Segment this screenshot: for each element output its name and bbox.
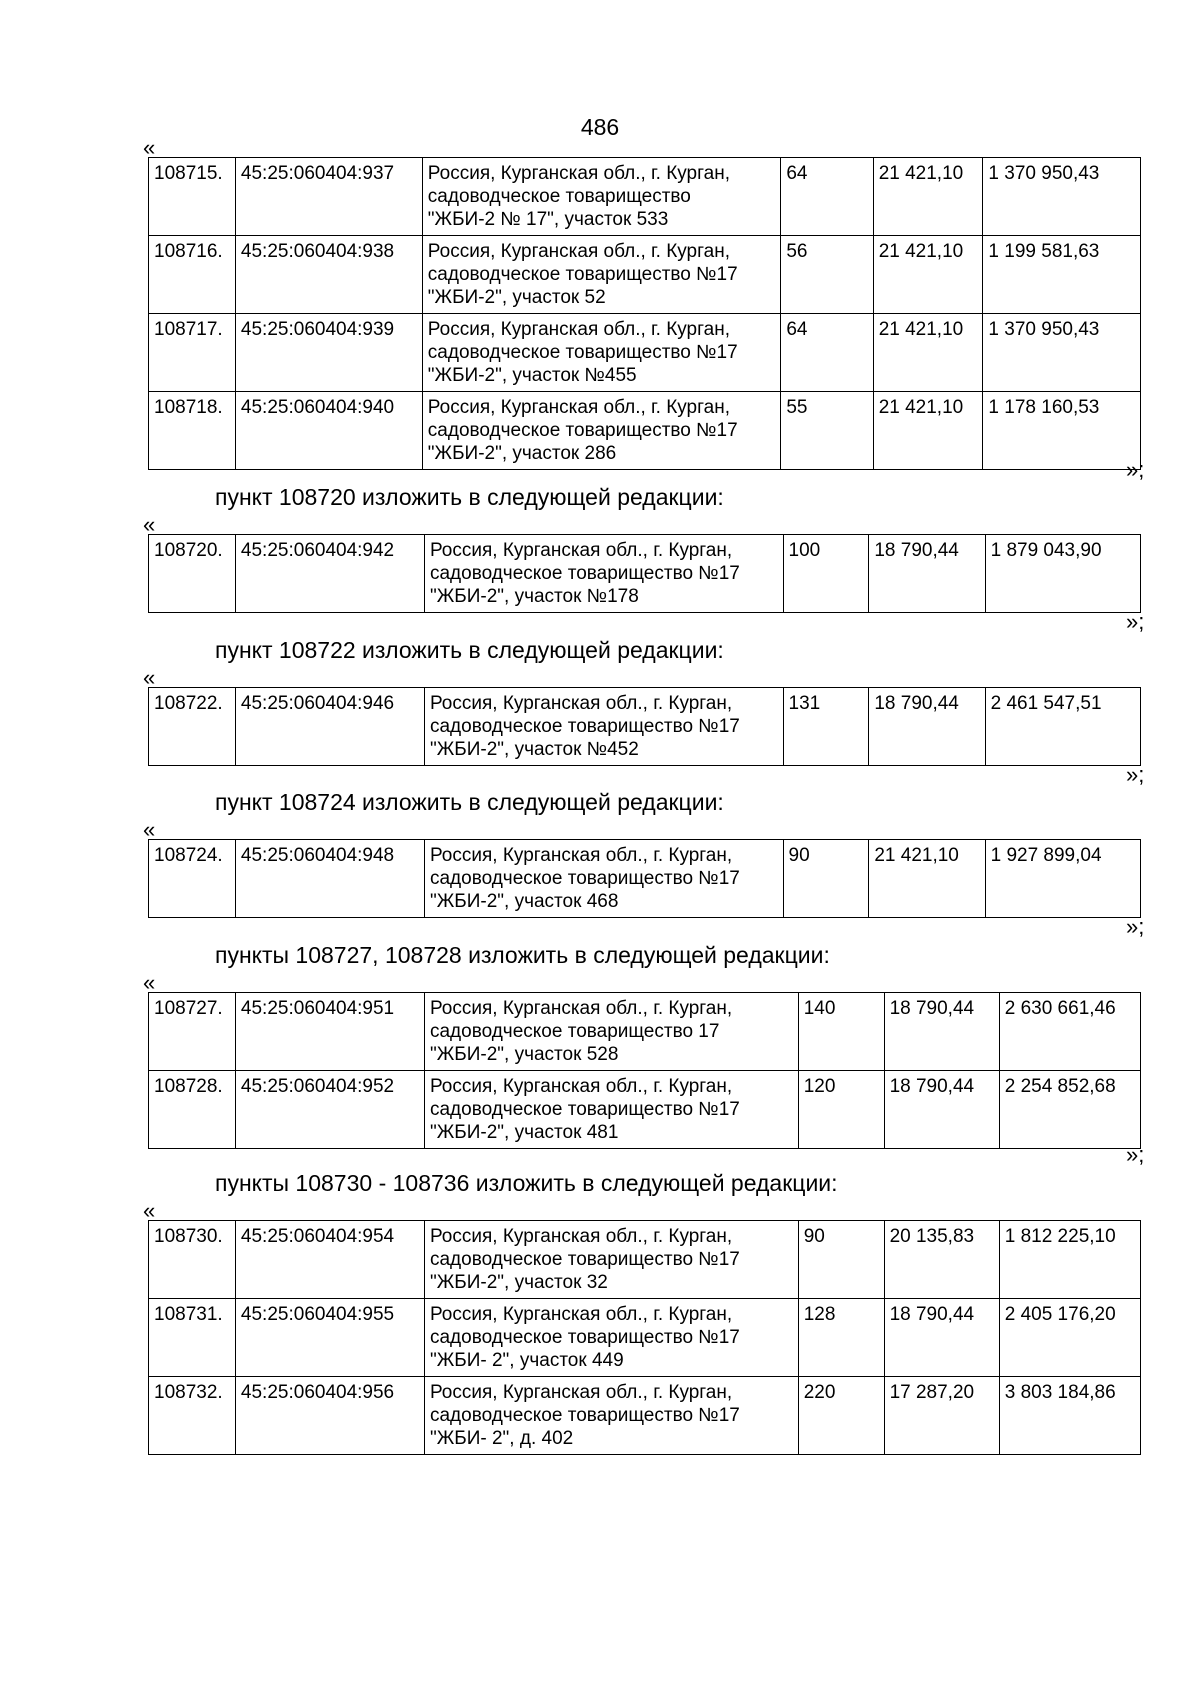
cadastral-number-cell: 45:25:060404:939 <box>235 314 422 392</box>
price-cell: 20 135,83 <box>884 1221 999 1299</box>
cadastral-number-cell: 45:25:060404:940 <box>235 392 422 470</box>
close-quote: »; <box>1126 457 1145 482</box>
address-cell <box>424 1221 798 1299</box>
address-cell <box>424 1071 798 1149</box>
address-line: садоводческое товарищество №17 <box>429 716 740 737</box>
row-number-cell: 108724. <box>149 840 236 918</box>
address-line: Россия, Курганская обл., г. Курган, <box>429 540 733 561</box>
open-quote: « <box>143 970 156 995</box>
price-cell: 18 790,44 <box>869 535 985 613</box>
price-cell: 18 790,44 <box>884 1299 999 1377</box>
address-cell <box>424 840 783 918</box>
close-quote: »; <box>1126 914 1145 939</box>
row-number-cell: 108716. <box>149 236 236 314</box>
open-quote: « <box>143 512 156 537</box>
price-cell: 21 421,10 <box>869 840 985 918</box>
area-cell: 64 <box>781 314 873 392</box>
section-heading: пункт 108722 изложить в следующей редакции: <box>215 637 724 663</box>
address-line: садоводческое товарищество №17 <box>429 868 740 889</box>
address-line: "ЖБИ-2", участок 481 <box>429 1122 619 1143</box>
address-line: Россия, Курганская обл., г. Курган, <box>429 998 733 1019</box>
price-cell: 21 421,10 <box>873 236 983 314</box>
total-cell: 1 879 043,90 <box>985 535 1140 613</box>
address-cell <box>422 314 781 392</box>
total-cell: 2 254 852,68 <box>999 1071 1140 1149</box>
address-cell <box>424 535 783 613</box>
address-cell <box>422 236 781 314</box>
area-cell: 90 <box>798 1221 884 1299</box>
row-number-cell: 108727. <box>149 993 236 1071</box>
page-number: 486 <box>580 114 620 140</box>
address-line: садоводческое товарищество №17 <box>427 342 738 363</box>
row-number-cell: 108717. <box>149 314 236 392</box>
cadastral-number-cell: 45:25:060404:955 <box>235 1299 424 1377</box>
section-heading: пункты 108727, 108728 изложить в следующей редакции: <box>215 942 830 968</box>
open-quote: « <box>143 135 156 160</box>
area-cell: 90 <box>783 840 869 918</box>
address-line: "ЖБИ-2", участок №178 <box>429 586 639 607</box>
row-number-cell: 108718. <box>149 392 236 470</box>
area-cell: 56 <box>781 236 873 314</box>
address-line: садоводческое товарищество 17 <box>429 1021 720 1042</box>
address-cell <box>424 688 783 766</box>
total-cell: 1 199 581,63 <box>983 236 1141 314</box>
address-line: "ЖБИ-2 № 17", участок 533 <box>427 209 669 230</box>
land-table <box>148 534 1141 613</box>
area-cell: 128 <box>798 1299 884 1377</box>
price-cell: 18 790,44 <box>869 688 985 766</box>
cadastral-number-cell: 45:25:060404:951 <box>235 993 424 1071</box>
table-row <box>149 535 1141 613</box>
cadastral-number-cell: 45:25:060404:948 <box>235 840 424 918</box>
table-row <box>149 840 1141 918</box>
row-number-cell: 108732. <box>149 1377 236 1455</box>
table-row <box>149 993 1141 1071</box>
address-line: "ЖБИ-2", участок 32 <box>429 1272 608 1293</box>
area-cell: 55 <box>781 392 873 470</box>
address-line: садоводческое товарищество №17 <box>429 1099 740 1120</box>
address-line: Россия, Курганская обл., г. Курган, <box>427 163 730 184</box>
address-line: Россия, Курганская обл., г. Курган, <box>427 397 730 418</box>
land-table <box>148 839 1141 918</box>
area-cell: 64 <box>781 158 873 236</box>
address-line: "ЖБИ-2", участок 286 <box>427 443 617 464</box>
cadastral-number-cell: 45:25:060404:946 <box>235 688 424 766</box>
address-line: садоводческое товарищество №17 <box>429 1405 740 1426</box>
address-cell <box>424 1377 798 1455</box>
address-line: садоводческое товарищество №17 <box>429 1249 740 1270</box>
table-row <box>149 688 1141 766</box>
address-line: Россия, Курганская обл., г. Курган, <box>427 319 730 340</box>
total-cell: 1 370 950,43 <box>983 158 1141 236</box>
land-table <box>148 992 1141 1149</box>
price-cell: 21 421,10 <box>873 314 983 392</box>
address-line: "ЖБИ-2", участок №455 <box>427 365 637 386</box>
address-line: садоводческое товарищество №17 <box>427 420 738 441</box>
row-number-cell: 108731. <box>149 1299 236 1377</box>
close-quote: »; <box>1126 1142 1145 1167</box>
row-number-cell: 108715. <box>149 158 236 236</box>
section-heading: пункты 108730 - 108736 изложить в следующей редакции: <box>215 1170 838 1196</box>
address-cell <box>422 158 781 236</box>
cadastral-number-cell: 45:25:060404:952 <box>235 1071 424 1149</box>
address-line: Россия, Курганская обл., г. Курган, <box>429 693 733 714</box>
address-line: "ЖБИ-2", участок 52 <box>427 287 606 308</box>
table-row <box>149 158 1141 236</box>
area-cell: 100 <box>783 535 869 613</box>
price-cell: 21 421,10 <box>873 392 983 470</box>
open-quote: « <box>143 665 156 690</box>
total-cell: 2 461 547,51 <box>985 688 1140 766</box>
address-line: садоводческое товарищество №17 <box>429 563 740 584</box>
row-number-cell: 108728. <box>149 1071 236 1149</box>
land-table <box>148 1220 1141 1455</box>
total-cell: 1 812 225,10 <box>999 1221 1140 1299</box>
address-line: Россия, Курганская обл., г. Курган, <box>429 1304 733 1325</box>
cadastral-number-cell: 45:25:060404:937 <box>235 158 422 236</box>
total-cell: 1 927 899,04 <box>985 840 1140 918</box>
table-row <box>149 1377 1141 1455</box>
area-cell: 140 <box>798 993 884 1071</box>
area-cell: 120 <box>798 1071 884 1149</box>
table-row <box>149 1299 1141 1377</box>
total-cell: 1 178 160,53 <box>983 392 1141 470</box>
address-line: Россия, Курганская обл., г. Курган, <box>429 1226 733 1247</box>
price-cell: 18 790,44 <box>884 993 999 1071</box>
address-cell <box>422 392 781 470</box>
table-row <box>149 1071 1141 1149</box>
total-cell: 2 405 176,20 <box>999 1299 1140 1377</box>
address-line: "ЖБИ-2", участок 468 <box>429 891 619 912</box>
address-cell <box>424 1299 798 1377</box>
address-cell <box>424 993 798 1071</box>
cadastral-number-cell: 45:25:060404:954 <box>235 1221 424 1299</box>
land-table <box>148 157 1141 470</box>
address-line: "ЖБИ-2", участок 528 <box>429 1044 619 1065</box>
open-quote: « <box>143 817 156 842</box>
section-heading: пункт 108720 изложить в следующей редакции: <box>215 484 724 510</box>
address-line: садоводческое товарищество №17 <box>427 264 738 285</box>
total-cell: 2 630 661,46 <box>999 993 1140 1071</box>
section-heading: пункт 108724 изложить в следующей редакции: <box>215 789 724 815</box>
open-quote: « <box>143 1198 156 1223</box>
address-line: "ЖБИ- 2", д. 402 <box>429 1428 574 1449</box>
address-line: "ЖБИ-2", участок №452 <box>429 739 639 760</box>
cadastral-number-cell: 45:25:060404:938 <box>235 236 422 314</box>
row-number-cell: 108720. <box>149 535 236 613</box>
address-line: Россия, Курганская обл., г. Курган, <box>429 1382 733 1403</box>
address-line: "ЖБИ- 2", участок 449 <box>429 1350 624 1371</box>
address-line: Россия, Курганская обл., г. Курган, <box>427 241 730 262</box>
total-cell: 3 803 184,86 <box>999 1377 1140 1455</box>
total-cell: 1 370 950,43 <box>983 314 1141 392</box>
address-line: Россия, Курганская обл., г. Курган, <box>429 845 733 866</box>
address-line: садоводческое товарищество №17 <box>429 1327 740 1348</box>
area-cell: 131 <box>783 688 869 766</box>
close-quote: »; <box>1126 762 1145 787</box>
price-cell: 17 287,20 <box>884 1377 999 1455</box>
price-cell: 18 790,44 <box>884 1071 999 1149</box>
cadastral-number-cell: 45:25:060404:942 <box>235 535 424 613</box>
close-quote: »; <box>1126 609 1145 634</box>
address-line: садоводческое товарищество <box>427 186 691 207</box>
cadastral-number-cell: 45:25:060404:956 <box>235 1377 424 1455</box>
address-line: Россия, Курганская обл., г. Курган, <box>429 1076 733 1097</box>
table-row <box>149 236 1141 314</box>
table-row <box>149 392 1141 470</box>
area-cell: 220 <box>798 1377 884 1455</box>
table-row <box>149 314 1141 392</box>
row-number-cell: 108722. <box>149 688 236 766</box>
price-cell: 21 421,10 <box>873 158 983 236</box>
row-number-cell: 108730. <box>149 1221 236 1299</box>
land-table <box>148 687 1141 766</box>
table-row <box>149 1221 1141 1299</box>
